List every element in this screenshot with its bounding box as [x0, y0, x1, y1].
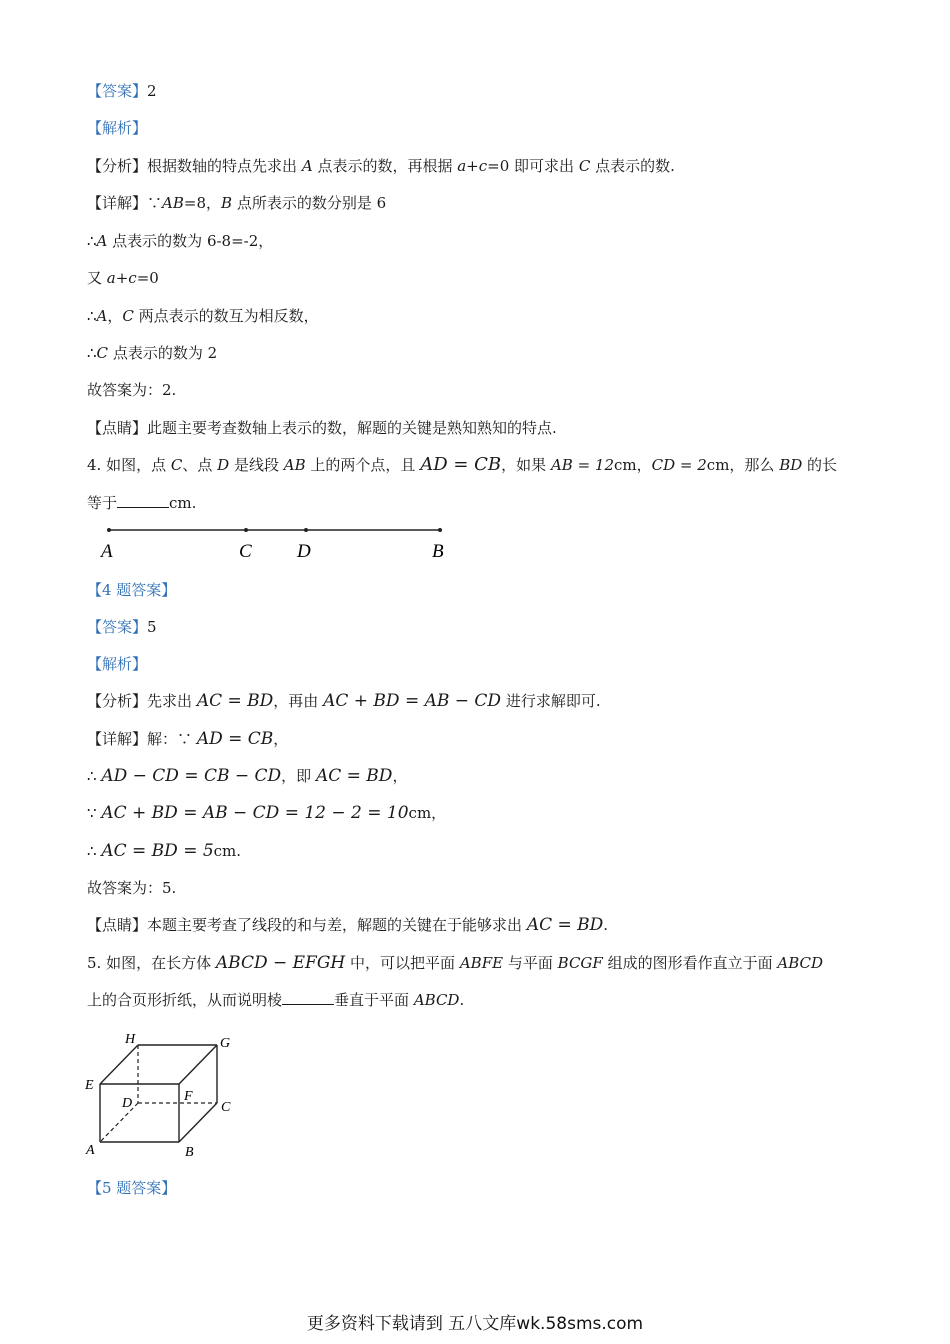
math: AD = CB [196, 729, 274, 749]
text: 此题主要考查数轴上表示的数，解题的关键是熟知熟知的特点. [147, 419, 557, 437]
label-e: E [85, 1078, 94, 1093]
point-a [107, 528, 111, 532]
math: AD − CD = CB − CD [101, 766, 282, 786]
q4-question-line-1 [87, 455, 837, 475]
text: 点表示的数，再根据 [317, 157, 453, 175]
point-c [244, 528, 248, 532]
text: ，即 [281, 767, 312, 785]
q4-step-2 [87, 803, 446, 823]
edge-cb [179, 1103, 217, 1142]
math: C [96, 344, 109, 362]
text: 上的合页形折纸，从而说明棱 [87, 991, 283, 1009]
point-b [438, 528, 442, 532]
text: =0 [136, 269, 159, 287]
q3-dianjing-line [87, 418, 557, 438]
text: 根据数轴的特点先求出 [147, 157, 298, 175]
math: AD = CB [420, 454, 502, 475]
page-footer: 更多资料下载请到 五八文库wk.58sms.com [306, 1314, 644, 1334]
math: D [217, 456, 230, 474]
text: 本题主要考查了线段的和与差，解题的关键在于能够求出 [147, 916, 523, 934]
label-b: B [185, 1145, 194, 1160]
text: ∴ [87, 307, 97, 325]
text: 是线段 [233, 456, 279, 474]
math: C [578, 157, 591, 175]
q4-step-3 [87, 841, 241, 861]
math: ABCD [413, 991, 460, 1009]
label-g: G [220, 1036, 231, 1051]
text: ∴ [87, 232, 97, 250]
text: 点表示的数. [595, 157, 675, 175]
xiangjie-tag: 【详解】 [87, 730, 148, 748]
text: ∵ [87, 804, 97, 822]
label-c: C [239, 541, 252, 562]
text: ， [273, 730, 289, 748]
text: 组成的图形看作直立于面 [607, 954, 773, 972]
label-b: B [432, 541, 444, 562]
answer-blank [117, 493, 169, 508]
answer-tag: 【答案】 [87, 82, 148, 100]
answer-tag: 【答案】 [87, 618, 148, 636]
label-c: C [221, 1100, 231, 1115]
text: ， [107, 307, 123, 325]
text: 中，可以把平面 [350, 954, 456, 972]
q3-step-4 [87, 343, 217, 363]
math: AB = 12 [550, 456, 615, 474]
math: B [221, 194, 233, 212]
text: cm. [169, 494, 197, 512]
q4-answer-header: 【4 题答案】 [87, 581, 177, 599]
text: 4. 如图，点 [87, 456, 167, 474]
q4-final-answer: 故答案为：5. [87, 879, 177, 897]
answer-blank [282, 990, 334, 1005]
dianjing-tag: 【点睛】 [87, 916, 148, 934]
q4-analysis-tag: 【解析】 [87, 655, 148, 673]
math: C [170, 456, 183, 474]
text: ，如果 [501, 456, 547, 474]
text: 的长 [807, 456, 838, 474]
text: 点表示的数为 6-8=-2， [112, 232, 274, 250]
math: A [96, 232, 108, 250]
text: ∴ [87, 842, 97, 860]
math: AB [283, 456, 306, 474]
text: 、点 [182, 456, 213, 474]
math: CD = 2 [651, 456, 707, 474]
math: BCGF [557, 954, 603, 972]
label-d: D [297, 541, 311, 562]
fenxi-tag: 【分析】 [87, 157, 148, 175]
q3-analysis-tag: 【解析】 [87, 119, 148, 137]
line-segment-figure [95, 520, 495, 570]
q3-final-answer: 故答案为：2. [87, 381, 177, 399]
math: ABFE [459, 954, 504, 972]
text: ∵ [147, 194, 163, 212]
math: AC + BD = AB − CD [323, 691, 502, 711]
q5-question-line-2 [87, 990, 464, 1010]
math: a+c [457, 157, 488, 175]
text: 点表示的数为 2 [112, 344, 218, 362]
text: =8， [183, 194, 222, 212]
text: ∴ [87, 344, 97, 362]
math: AC = BD [526, 915, 604, 935]
math: C [122, 307, 134, 325]
label-a: A [86, 1143, 95, 1158]
text: 与平面 [507, 954, 553, 972]
label-f: F [184, 1089, 193, 1104]
text: . [459, 991, 465, 1009]
math: ABCD [777, 954, 824, 972]
math: AC = BD [196, 691, 274, 711]
cuboid-figure [80, 1028, 260, 1163]
text: ， [392, 767, 408, 785]
text: 点所表示的数分别是 6 [236, 194, 387, 212]
text: ∴ [87, 767, 97, 785]
answer-value: 2 [147, 82, 157, 100]
text: 又 [87, 269, 103, 287]
text: ，再由 [273, 692, 319, 710]
point-d [304, 528, 308, 532]
edge-gf [179, 1045, 217, 1084]
text: . [603, 916, 609, 934]
q3-step-2 [87, 268, 159, 288]
q4-question-line-2 [87, 493, 196, 513]
math: BD [779, 456, 803, 474]
text: 解：∵ [147, 730, 193, 748]
text: 5. 如图，在长方体 [87, 954, 212, 972]
math: AB [162, 194, 184, 212]
text: 等于 [87, 494, 118, 512]
dianjing-tag: 【点睛】 [87, 419, 148, 437]
math: AC = BD [315, 766, 393, 786]
q3-step-3 [87, 306, 319, 326]
q4-fenxi-line [87, 691, 601, 711]
q4-step-1 [87, 766, 407, 786]
text: 两点表示的数互为相反数， [138, 307, 319, 325]
math: A [301, 157, 313, 175]
q3-xiangjie-line [87, 193, 386, 213]
q5-answer-header: 【5 题答案】 [87, 1179, 177, 1197]
label-d: D [122, 1096, 133, 1111]
text: =0 即可求出 [487, 157, 575, 175]
q4-xiangjie-line [87, 729, 288, 749]
math: A [96, 307, 108, 325]
math: a+c [106, 269, 137, 287]
text: 上的两个点，且 [310, 456, 416, 474]
text: cm， [408, 804, 447, 822]
q4-dianjing-line [87, 915, 608, 935]
q5-question-line-1 [87, 953, 823, 973]
text: cm， [614, 456, 652, 474]
q4-answer-line [87, 617, 157, 637]
label-a: A [101, 541, 113, 562]
math: AC = BD = 5 [101, 841, 214, 861]
math: ABCD − EFGH [215, 953, 346, 973]
text: 进行求解即可. [505, 692, 601, 710]
xiangjie-tag: 【详解】 [87, 194, 148, 212]
text: cm. [213, 842, 242, 860]
edge-eh [100, 1045, 138, 1084]
text: 垂直于平面 [334, 991, 410, 1009]
q3-step-1 [87, 231, 273, 251]
text: cm，那么 [706, 456, 775, 474]
text: 先求出 [147, 692, 193, 710]
fenxi-tag: 【分析】 [87, 692, 148, 710]
q3-fenxi-line [87, 156, 675, 176]
q3-answer-line [87, 81, 157, 101]
label-h: H [125, 1032, 136, 1047]
answer-value: 5 [147, 618, 157, 636]
edge-da-hidden [100, 1103, 138, 1142]
math: AC + BD = AB − CD = 12 − 2 = 10 [101, 803, 409, 823]
